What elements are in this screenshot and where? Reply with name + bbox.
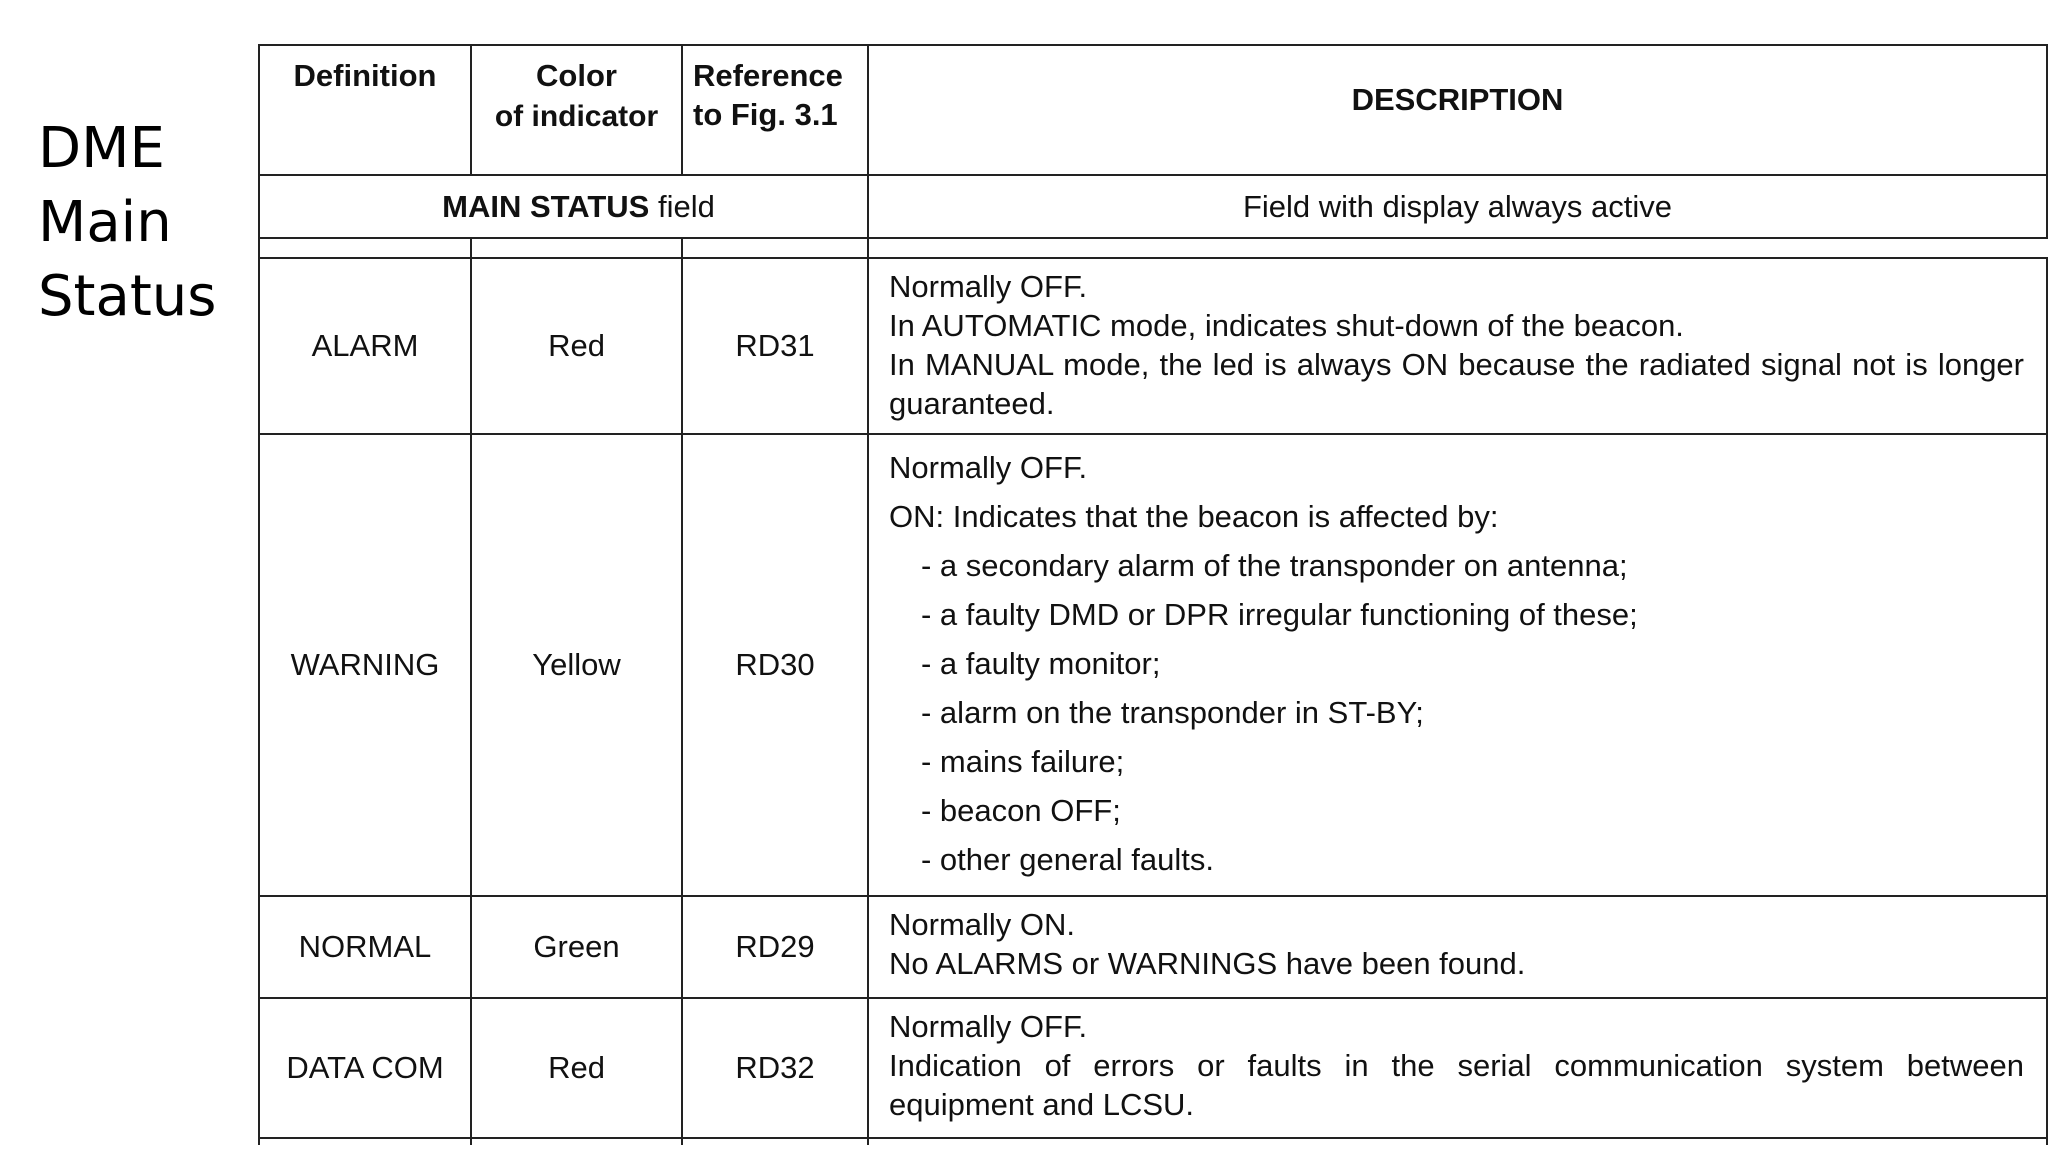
slide-title-line: Status bbox=[38, 264, 217, 329]
slide-title bbox=[38, 112, 248, 334]
description-line: Normally OFF. bbox=[889, 450, 1088, 485]
table-row bbox=[259, 258, 2047, 434]
table-tail bbox=[259, 1138, 2047, 1145]
description-line: ON: Indicates that the beacon is affected by: bbox=[889, 499, 1499, 534]
table-row bbox=[259, 434, 2047, 896]
main-status-description: Field with display always active bbox=[868, 175, 2047, 238]
cell-reference: RD30 bbox=[682, 434, 868, 896]
main-status-row bbox=[259, 175, 2047, 238]
cell-color: Red bbox=[471, 258, 682, 434]
description-line: No ALARMS or WARNINGS have been found. bbox=[889, 946, 1526, 981]
cell-description bbox=[868, 896, 2047, 998]
description-line: - mains failure; bbox=[921, 744, 1125, 779]
cell-color: Green bbox=[471, 896, 682, 998]
cell-reference: RD31 bbox=[682, 258, 868, 434]
description-line: Normally OFF. bbox=[889, 1009, 1088, 1044]
slide-title-line: Main bbox=[38, 190, 172, 255]
description-line: - alarm on the transponder in ST-BY; bbox=[921, 695, 1424, 730]
main-status-field: MAIN STATUS field bbox=[259, 175, 868, 238]
row-gap bbox=[259, 238, 2047, 258]
table-header-row bbox=[259, 45, 2047, 175]
cell-reference: RD32 bbox=[682, 998, 868, 1138]
table-row bbox=[259, 998, 2047, 1138]
description-line: - a secondary alarm of the transponder on antenna; bbox=[921, 548, 1628, 583]
cell-color: Yellow bbox=[471, 434, 682, 896]
cell-description bbox=[868, 998, 2047, 1138]
cell-description bbox=[868, 434, 2047, 896]
cell-definition: ALARM bbox=[259, 258, 471, 434]
table-row bbox=[259, 896, 2047, 998]
cell-definition: WARNING bbox=[259, 434, 471, 896]
cell-definition: DATA COM bbox=[259, 998, 471, 1138]
slide-title-line: DME bbox=[38, 116, 165, 181]
description-line: Normally OFF. bbox=[889, 269, 1088, 304]
cell-definition: NORMAL bbox=[259, 896, 471, 998]
cell-reference: RD29 bbox=[682, 896, 868, 998]
description-line: - other general faults. bbox=[921, 842, 1214, 877]
description-line: Normally ON. bbox=[889, 907, 1076, 942]
cell-description bbox=[868, 258, 2047, 434]
description-line: - beacon OFF; bbox=[921, 793, 1121, 828]
description-line: In MANUAL mode, the led is always ON because the radiated signal not is longer guaranteed. bbox=[889, 347, 2024, 421]
header-color: Color of indicator bbox=[471, 45, 682, 175]
description-line: In AUTOMATIC mode, indicates shut-down of the beacon. bbox=[889, 308, 1684, 343]
header-description: DESCRIPTION bbox=[868, 45, 2047, 175]
description-line: - a faulty monitor; bbox=[921, 646, 1161, 681]
status-table bbox=[258, 44, 2048, 1145]
header-definition: Definition bbox=[259, 45, 471, 175]
description-line: Indication of errors or faults in the serial communication system between equipment and LCSU. bbox=[889, 1048, 2024, 1122]
header-reference: Reference to Fig. 3.1 bbox=[682, 45, 868, 175]
description-line: - a faulty DMD or DPR irregular functioning of these; bbox=[921, 597, 1638, 632]
cell-color: Red bbox=[471, 998, 682, 1138]
